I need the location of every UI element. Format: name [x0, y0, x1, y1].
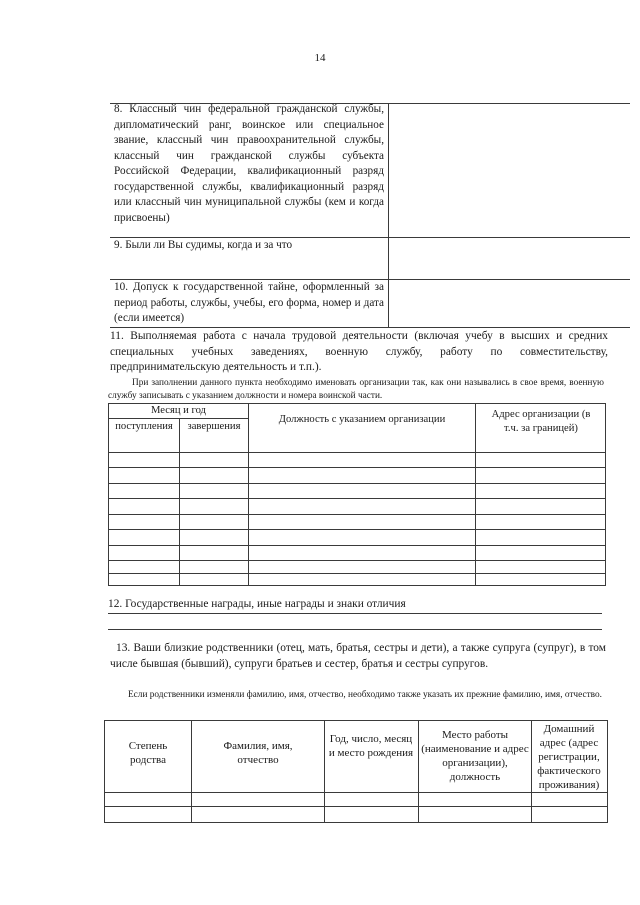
- question-9-label: 9. Были ли Вы судимы, когда и за что: [114, 239, 293, 251]
- section-11-title: 11. Выполняемая работа с начала трудовой деятельности (включая учебу в высших и средних специальных учебных заведениях, военную службу, работу по совместительству, предпринимательскую деятельность и т.п.).: [110, 330, 608, 373]
- page-number: 14: [314, 52, 326, 64]
- question-9-answer[interactable]: [396, 244, 624, 274]
- header-relation: Степень родства: [128, 740, 168, 766]
- question-8-label: 8. Классный чин федеральной гражданской службы, дипломатический ранг, воинское или специальное звание, классный чин правоохранительной службы, классный чин гражданской службы субъекта Российской Федерации, квалификационный разряд государственной службы, квалификационный разряд или классный чин муниципальной службы (кем и когда присвоены): [114, 103, 384, 224]
- header-position: Должность с указанием организации: [278, 414, 446, 425]
- header-end: завершения: [187, 421, 241, 432]
- header-name: Фамилия, имя, отчество: [223, 740, 293, 766]
- section-11-note: При заполнении данного пункта необходимо именовать организации так, как они назывались в свое время, военную службу записывать с указанием должности и номера воинской части.: [108, 378, 604, 401]
- section-13-note: Если родственники изменяли фамилию, имя, отчество, необходимо также указать их прежние фамилию, имя, отчество.: [128, 690, 602, 700]
- question-10-answer[interactable]: [396, 286, 624, 322]
- header-work: Место работы (наименование и адрес организации), должность: [421, 729, 529, 783]
- section-13-title: 13. Ваши близкие родственники (отец, мать, братья, сестры и дети), а также супруга (супруг), в том числе бывшая (бывший), супруги братьев и сестер, братья и сестры супругов.: [110, 642, 606, 670]
- header-month-year: Месяц и год: [151, 405, 206, 416]
- section-12-line-1[interactable]: [108, 613, 602, 614]
- header-birth: Год, число, месяц и место рождения: [328, 733, 414, 759]
- question-8-answer[interactable]: [396, 110, 624, 230]
- question-10-label: 10. Допуск к государственной тайне, оформленный за период работы, службы, учебы, его форма, номер и дата (если имеется): [114, 281, 384, 324]
- section-12-line-2[interactable]: [108, 629, 602, 630]
- section-12-title: 12. Государственные награды, иные награды и знаки отличия: [108, 598, 406, 610]
- header-start: поступления: [115, 421, 173, 432]
- header-home: Домашний адрес (адрес регистрации, фактического проживания): [537, 723, 601, 791]
- header-address: Адрес организации (в т.ч. за границей): [491, 409, 591, 434]
